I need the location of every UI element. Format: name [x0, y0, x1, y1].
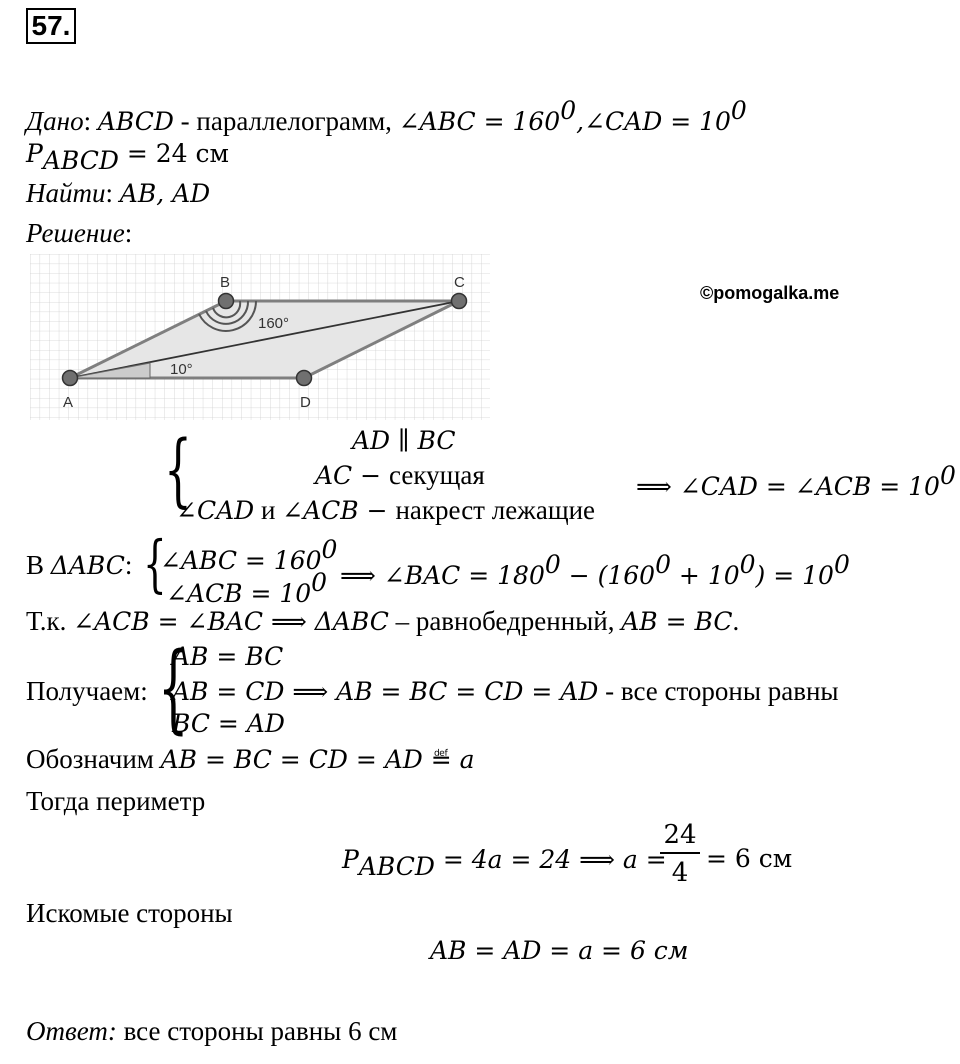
fraction-denominator: 4 [671, 858, 689, 888]
angle-label-160: 160° [258, 315, 290, 332]
fraction-bar [660, 852, 700, 854]
answer-text: все стороны равны 6 см [116, 1016, 398, 1046]
then-perimeter: Тогда периметр [26, 786, 206, 816]
since-line: Т.к. ∠ACB = ∠BAC ⟹ ΔABC – равнобедренный, AB = BC. [26, 606, 740, 636]
given-text: - параллелограмм, [173, 106, 399, 136]
system1-line1: AD ∥ BC [352, 426, 456, 455]
point-c [452, 294, 467, 309]
given-label: Дано [26, 106, 84, 136]
system1-result: ⟹ ∠CAD = ∠ACB = $10^0$ [636, 461, 956, 501]
sought-label: Искомые стороны [26, 898, 233, 928]
get-line1: AB = BC [172, 642, 284, 671]
given-angle-cad: ∠CAD = 10 [584, 107, 731, 136]
label-b: B [220, 274, 231, 291]
triangle-result: ⟹ ∠BAC = $180^0 - (160^0 + 10^0) = 10^0$ [340, 550, 850, 590]
get-brace: { [158, 632, 189, 744]
get-label: Получаем: [26, 676, 148, 706]
triangle-prefix: В ΔABC: [26, 550, 133, 580]
system1-line2: AC − секущая [315, 460, 485, 490]
label-a: A [63, 394, 74, 411]
system1-line3: ∠CAD и ∠ACB − накрест лежащие [176, 495, 596, 525]
perimeter-formula: $P_{ABCD} = 4a = 24$ ⟹ a = [342, 845, 667, 881]
point-b [219, 294, 234, 309]
point-d [297, 371, 312, 386]
find-label: Найти [26, 178, 106, 208]
get-line3: BC = AD [172, 709, 285, 738]
angle-label-10: 10° [170, 361, 193, 378]
triangle-brace: { [143, 527, 167, 600]
system1-brace: { [164, 423, 192, 516]
watermark: ©pomogalka.me [700, 283, 840, 303]
solution-label: Решение: [26, 218, 133, 248]
given-subject: ABCD [97, 107, 174, 136]
label-d: D [300, 394, 311, 411]
find-value: AB, AD [119, 179, 211, 208]
given-angle-abc: ∠ABC = 160 [398, 107, 561, 136]
problem-number: 57. [26, 8, 76, 44]
answer-line [26, 1018, 397, 1045]
get-line2: AB = CD ⟹ AB = BC = CD = AD - все стороны равны [172, 676, 839, 706]
perimeter-result: = 6 см [706, 844, 793, 873]
parallelogram-figure [30, 254, 490, 420]
point-a [63, 371, 78, 386]
find-line: Найти: AB, AD [26, 178, 211, 208]
triangle-eq2: ∠ACB = $10^0$ [166, 568, 328, 608]
label-c: C [454, 274, 465, 291]
answer-label: Ответ: [26, 1016, 117, 1046]
fraction-numerator: 24 [663, 820, 697, 850]
triangle-eq1: ∠ABC = $160^0$ [160, 535, 338, 575]
given-line: Дано: ABCD - параллелограмм, ∠ABC = $160^0,\angle CAD = 10^0$ [26, 96, 747, 136]
perimeter-given: $P_{ABCD} = 24$ см [26, 139, 229, 175]
sides-result: AB = AD = a = 6 см [430, 936, 689, 965]
fraction [660, 822, 700, 886]
denote-line: Обозначим AB = BC = CD = AD ≝ a [26, 744, 475, 774]
